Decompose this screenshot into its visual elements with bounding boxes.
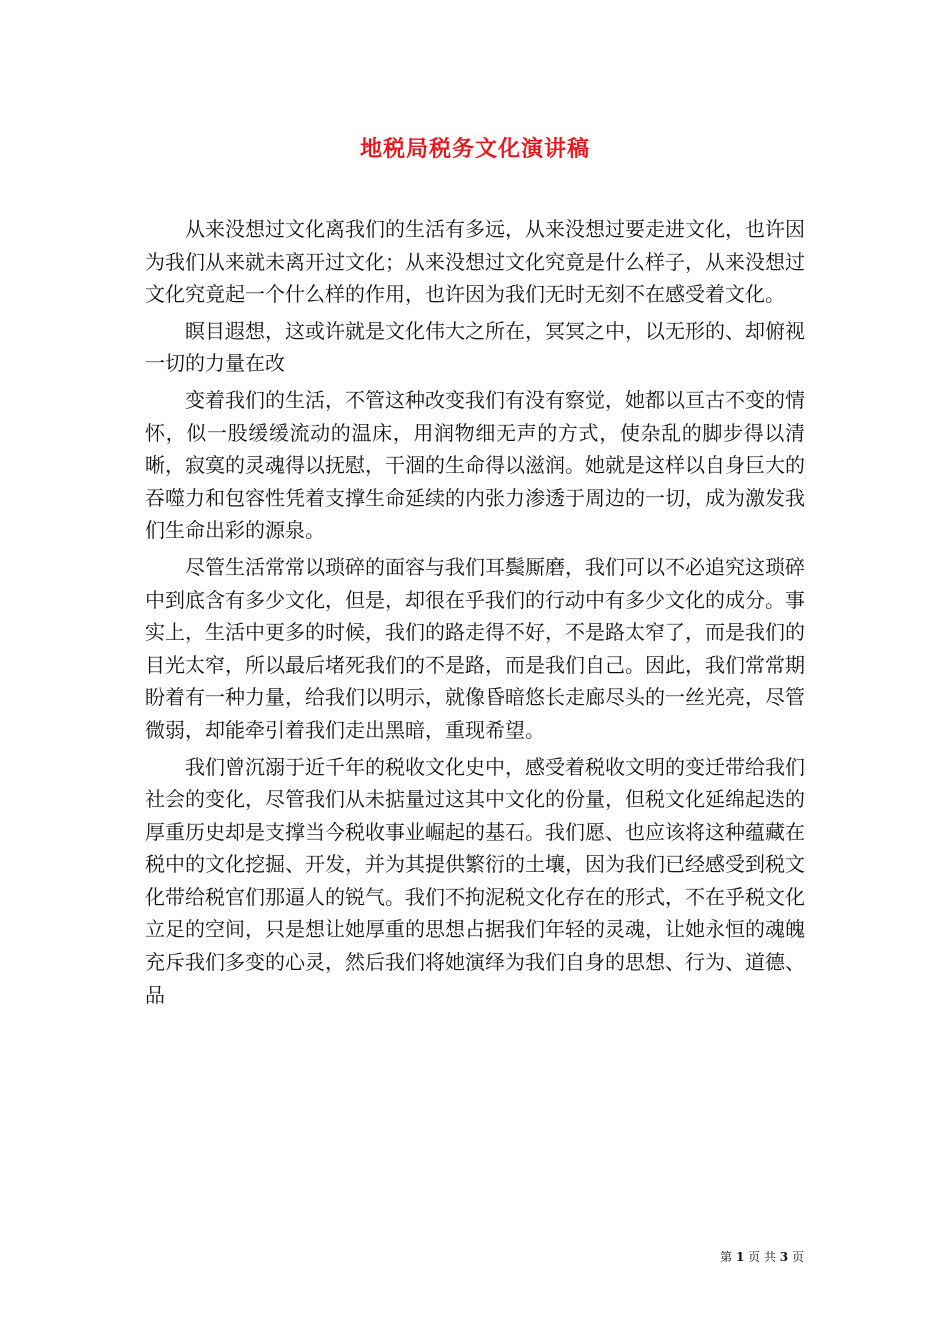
document-title: 地税局税务文化演讲稿 <box>359 136 590 162</box>
paragraph-3: 变着我们的生活，不管这种改变我们有没有察觉，她都以亘古不变的情怀，似一股缓缓流动的温床，用润物细无声的方式，使杂乱的脚步得以清晰，寂寞的灵魂得以抚慰，干涸的生命得以滋润。她就是这样以自身巨大的吞噬力和包容性凭着支撑生命延续的内张力渗透于周边的一切，成为激发我们生命出彩的源泉。 <box>145 387 805 543</box>
document-body <box>145 213 805 1015</box>
footer-middle: 页 共 <box>748 1250 776 1264</box>
footer-total-pages: 3 <box>779 1250 789 1264</box>
footer-current-page: 1 <box>735 1250 745 1264</box>
page-number-footer <box>720 1248 804 1265</box>
footer-suffix: 页 <box>791 1250 804 1264</box>
paragraph-2: 瞑目遐想，这或许就是文化伟大之所在，冥冥之中，以无形的、却俯视一切的力量在改 <box>145 318 805 376</box>
footer-prefix: 第 <box>720 1250 733 1264</box>
paragraph-1: 从来没想过文化离我们的生活有多远，从来没想过要走进文化，也许因为我们从来就未离开过文化；从来没想过文化究竟是什么样子，从来没想过文化究竟起一个什么样的作用，也许因为我们无时无刻不在感受着文化。 <box>145 217 805 307</box>
paragraph-4: 尽管生活常常以琐碎的面容与我们耳鬓厮磨，我们可以不必追究这琐碎中到底含有多少文化，但是，却很在乎我们的行动中有多少文化的成分。事实上，生活中更多的时候，我们的路走得不好，不是路太窄了，而是我们的目光太窄，所以最后堵死我们的不是路，而是我们自己。因此，我们常常期盼着有一种力量，给我们以明示，就像昏暗悠长走廊尽头的一丝光亮，尽管微弱，却能牵引着我们走出黑暗，重现希望。 <box>145 554 805 742</box>
paragraph-5: 我们曾沉溺于近千年的税收文化史中，感受着税收文明的变迁带给我们社会的变化，尽管我们从未掂量过这其中文化的份量，但税文化延绵起迭的厚重历史却是支撑当今税收事业崛起的基石。我们愿、也应该将这种蕴藏在税中的文化挖掘、开发，并为其提供繁衍的土壤，因为我们已经感受到税文化带给税官们那逼人的锐气。我们不拘泥税文化存在的形式，不在乎税文化立足的空间，只是想让她厚重的思想占据我们年轻的灵魂，让她永恒的魂魄充斥我们多变的心灵，然后我们将她演绎为我们自身的思想、行为、道德、品 <box>145 754 805 1007</box>
